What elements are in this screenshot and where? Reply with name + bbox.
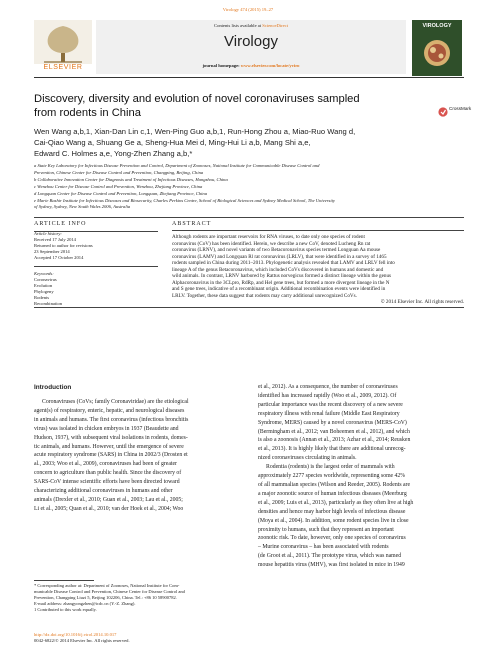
footnote-line: municable Disease Control and Prevention, Chinese Center for Disease Control and <box>34 589 185 595</box>
crossmark-badge[interactable] <box>438 104 472 122</box>
keyword: Recombination <box>34 301 63 306</box>
body-line: Rodentia (rodents) is the largest order of mammals with <box>266 464 395 471</box>
body-line: respiratory illness with renal failure (Middle East Respiratory <box>258 410 400 417</box>
history-item: Accepted 17 October 2014 <box>34 255 84 260</box>
history-label: Article history: <box>34 231 62 236</box>
keyword: Evolution <box>34 283 53 288</box>
abstract-line: LRLV. Together, these data suggest that rodents may carry additional unrecognized CoVs. <box>172 292 357 299</box>
elsevier-logo <box>34 20 92 72</box>
body-line: is also a zoonosis (Annan et al., 2013; Azhar et al., 2014; Reusken <box>258 437 411 444</box>
body-line: approximately 2277 species worldwide, representing some 42% <box>258 473 406 480</box>
keywords-label: Keywords: <box>34 271 54 276</box>
doi-block <box>34 632 246 644</box>
section-heading: Introduction <box>34 384 72 391</box>
body-line: of all mammalian species (Wilson and Reeder, 2005). Rodents are <box>258 481 411 488</box>
abstract-line: coronavirus (CoV) has been identified. Herein, we describe a new CoV, denoted Lucheng Rn rat <box>172 240 371 247</box>
abstract-line: and S gene trees, indicative of a recombinant origin. Additional recombination events were identified in <box>172 286 386 293</box>
email-footnote[interactable]: E-mail address: zhangyongzhen@icdc.cn (Y.-Z. Zhang). <box>34 601 136 607</box>
abstract-line: coronavirus (LRNV), and novel variants of two Betacoronavirus species termed Longquan Aa mouse <box>172 247 381 254</box>
journal-banner <box>96 20 406 74</box>
body-line: Syndrome, MERS) caused by a novel coronavirus (MERS-CoV) <box>258 419 407 426</box>
contents-prefix: Contents lists available at <box>214 23 263 28</box>
body-line: Coronaviruses (CoVs; family Coronaviridae) are the etiological <box>42 399 189 405</box>
homepage-link[interactable]: www.elsevier.com/locate/yviro <box>240 63 300 68</box>
title-line: from rodents in China <box>34 107 141 119</box>
crossmark-icon <box>438 107 448 117</box>
abstract-line: wild animals. In contrast, LRNV harbored by Rattus norvegicus formed a distinct lineage within the genus <box>172 273 392 280</box>
journal-header <box>34 20 464 74</box>
body-line: nized coronaviruses circulating in animals. <box>258 455 357 462</box>
body-line: concern to agriculture than public health. Since the discovery of <box>34 470 182 477</box>
affiliation-line: e Marie Bashir Institute for Infectious Diseases and Biosecurity, Charles Perkins Centre, School of Biological Sciences and Sydney Medical School, The University <box>34 197 335 203</box>
cover-virus-image <box>420 34 454 72</box>
introduction-left-column <box>34 384 246 514</box>
abstract-line: Although rodents are important reservoirs for RNA viruses, to date only one species of rodent <box>172 234 365 240</box>
crossmark-label: CrossMark <box>449 106 472 111</box>
abstract-line: rodents sampled in China during 2011–2013. Phylogenetic analysis revealed that LAMV and LRLV fell into <box>172 260 395 267</box>
equal-contribution-footnote: 1 Contributed to this work equally. <box>34 607 97 613</box>
body-line: SARS-CoV intense scientific efforts have been directed toward <box>34 479 180 486</box>
affiliation-line: b Collaborative Innovation Center for Diagnosis and Treatment of Infectious Diseases, Hangzhou, China <box>34 176 228 182</box>
affiliation-line: d Longquan Center for Disease Control and Prevention, Longquan, Zhejiang Province, China <box>34 190 208 196</box>
body-line: zoonotic risk. To date, however, only one species of coronavirus <box>258 535 406 542</box>
body-line: tic animals, and humans. However, until the emergence of severe <box>34 443 184 450</box>
article-info-heading: ARTICLE INFO <box>34 221 87 227</box>
body-line: animals (Drexler et al., 2010; Guan et al., 2003; Lau et al., 2005; <box>34 496 183 503</box>
body-line: (Moya et al., 2004). In addition, some rodent species live in close <box>258 517 409 524</box>
issn-line: 0042-6822/© 2014 Elsevier Inc. All rights reserved. <box>34 638 130 643</box>
body-line: (de Groot et al., 2011). The prototype virus, which was named <box>258 553 402 560</box>
author-line: Wen Wang a,b,1, Xian-Dan Lin c,1, Wen-Ping Guo a,b,1, Run-Hong Zhou a, Miao-Ruo Wang d, <box>34 127 356 136</box>
body-line: particular importance was the recent discovery of a new severe <box>258 401 403 408</box>
affiliation-line: c Wenzhou Center for Disease Control and Prevention, Wenzhou, Zhejiang Province, China <box>34 183 203 189</box>
copyright-line: © 2014 Elsevier Inc. All rights reserved. <box>380 299 464 306</box>
body-line: proximity to humans, such that they represent an important <box>258 526 394 533</box>
title-line: Discovery, diversity and evolution of novel coronaviruses sampled <box>34 93 360 105</box>
footnote-line: Prevention, Changping Liuzi 5, Beijing 102206, China. Tel.: +86 10 58900782. <box>34 595 177 601</box>
publisher-name: ELSEVIER <box>43 64 83 71</box>
body-line: acute respiratory syndrome (SARS) in China in 2002/3 (Drosten et <box>34 452 188 459</box>
affiliation-line: Prevention, Chinese Center for Disease Control and Prevention, Changping, Beijing, China <box>34 169 204 175</box>
author-line: Cai-Qiao Wang a, Shuang Ge a, Sheng-Hua Mei d, Ming-Hui Li a,b, Mang Shi a,e, <box>34 138 311 147</box>
keyword: Phylogeny <box>34 289 54 294</box>
body-line: Hudson, 1937), with subsequent viral isolations in rodents, domes- <box>34 434 188 441</box>
body-line: (Bermingham et al., 2012; van Boheemen et al., 2012), and which <box>258 428 410 435</box>
sciencedirect-link[interactable]: ScienceDirect <box>262 23 288 28</box>
body-line: a major zoonotic source of human infectious diseases (Meerburg <box>258 490 407 497</box>
body-line: al., 2003; Woo et al., 2009), coronaviruses had been of greater <box>34 461 177 468</box>
author-list <box>34 126 464 159</box>
affiliations <box>34 163 464 211</box>
body-line: et al., 2012). As a consequence, the number of coronaviruses <box>258 384 398 390</box>
body-line: et al., 2009; Luis et al., 2013), particularly as they often live at high <box>258 499 414 506</box>
homepage-line <box>96 63 406 69</box>
affiliation-line: a State Key Laboratory for Infectious Disease Prevention and Control, Department of Zoonoses, National Institute for Communicable Disease Control and <box>34 163 320 168</box>
keyword: Coronavirus <box>34 277 57 282</box>
history-item: 23 September 2014 <box>34 249 70 254</box>
article-info <box>34 221 158 307</box>
body-line: in animals and humans. The first coronavirus (infectious bronchitis <box>34 416 189 423</box>
affiliation-line: of Sydney, Sydney, New South Wales 2006, Australia <box>34 204 131 210</box>
keyword: Rodents <box>34 295 50 300</box>
footnote-line: * Corresponding author at: Department of Zoonoses, National Institute for Com- <box>34 583 180 588</box>
abstract-line: coronavirus (LAMV) and Longquan Rl rat coronavirus (LRLV), that were identified in a survey of 1465 <box>172 253 387 260</box>
body-line: virus) was isolated in chicken embryos in 1937 (Beaudette and <box>34 425 179 432</box>
abstract-line: lineage A of the genus Betacoronavirus, which included CoVs discovered in humans and domestic and <box>172 266 384 273</box>
journal-reference: Virology 474 (2015) 19–27 <box>222 7 274 12</box>
journal-name: Virology <box>224 33 278 50</box>
abstract <box>172 221 464 306</box>
homepage-prefix: journal homepage: <box>202 63 241 68</box>
body-line: et al., 2013). It is highly likely that there are additional unrecog- <box>258 446 406 453</box>
body-line: – Murine coronavirus – has been associated with rodents <box>258 544 389 551</box>
history-item: Received 17 July 2014 <box>34 237 76 242</box>
cover-title: VIROLOGY <box>422 23 452 29</box>
author-line: Edward C. Holmes a,e, Yong-Zhen Zhang a,b,* <box>34 149 193 158</box>
elsevier-tree-icon <box>34 20 92 64</box>
abstract-heading: ABSTRACT <box>172 221 212 227</box>
body-line: mouse hepatitis virus (MHV), was first isolated in mice in 1949 <box>258 562 405 569</box>
footnotes <box>34 583 246 613</box>
contents-line <box>96 23 406 29</box>
journal-cover <box>412 20 462 76</box>
abstract-line: Alphacoronavirus in the 3CLpro, RdRp, and Hel gene trees, but formed a more divergent lineage in the N <box>172 279 390 286</box>
doi-link[interactable]: http://dx.doi.org/10.1016/j.virol.2014.10.017 <box>34 632 117 637</box>
body-line: characterizing additional coronaviruses in humans and other <box>34 488 173 495</box>
body-line: identified has increased rapidly (Woo et al., 2009, 2012). Of <box>258 392 397 399</box>
body-line: Li et al., 2005; Quan et al., 2010; van der Hoek et al., 2004; Woo <box>34 505 184 512</box>
body-line: agent(s) of respiratory, enteric, hepatic, and neurological diseases <box>34 407 185 414</box>
introduction-right-column <box>258 383 464 570</box>
body-line: densities and hence may harbor high levels of infectious disease <box>258 508 406 515</box>
history-item: Returned to author for revisions <box>34 243 93 248</box>
article-title <box>34 92 404 120</box>
